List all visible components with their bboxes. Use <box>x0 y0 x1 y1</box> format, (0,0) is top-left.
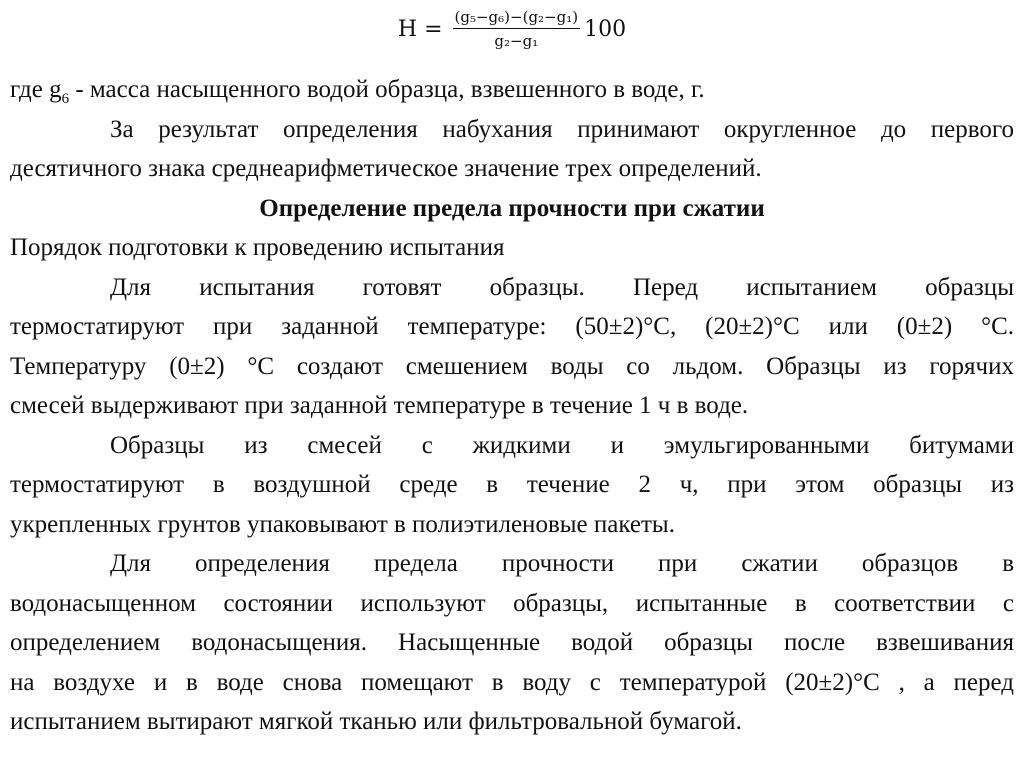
paragraph-line: укрепленных грунтов упаковывают в полиэтиленовые пакеты. <box>10 510 675 538</box>
where-subscript: 6 <box>61 91 70 107</box>
paragraph-line: Для испытания готовят образцы. Перед испытанием образцы <box>110 273 1014 301</box>
where-line <box>10 70 1014 110</box>
paragraph-line: За результат определения набухания принимают округленное до первого <box>110 115 1014 143</box>
paragraph-line: смесей выдерживают при заданной температуре в течение 1 ч в воде. <box>10 392 749 419</box>
paragraph-line: Образцы из смесей с жидкими и эмульгированными битумами <box>110 431 1014 459</box>
formula-numerator: (g₅−g₆)−(g₂−g₁) <box>453 8 581 29</box>
paragraph-line: водонасыщенном состоянии используют образцы, испытанные в соответствии с <box>10 589 1014 617</box>
formula-multiplier: 100 <box>584 16 627 42</box>
paragraph-line: на воздухе и в воде снова помещают в воду с температурой (20±2)°С , а перед <box>10 668 1014 696</box>
paragraph-line: термостатируют при заданной температуре: (50±2)°С, (20±2)°С или (0±2) °С. <box>10 313 1014 340</box>
paragraph-line: Температуру (0±2) °С создают смешением воды со льдом. Образцы из горячих <box>10 352 1014 380</box>
where-prefix: где g <box>10 76 62 103</box>
where-rest: - масса насыщенного водой образца, взвешенного в воде, г. <box>69 76 705 103</box>
paragraph-line: Для определения предела прочности при сжатии образцов в <box>110 550 1014 577</box>
formula-fraction <box>453 8 581 50</box>
subsection-heading: Порядок подготовки к проведению испытания <box>10 234 505 261</box>
document-body <box>10 70 1014 742</box>
formula-lhs: H = <box>397 16 443 42</box>
paragraph-line: определением водонасыщения. Насыщенные водой образцы после взвешивания <box>10 629 1014 656</box>
formula-denominator: g₂−g₁ <box>494 32 539 50</box>
paragraph-line: испытанием вытирают мягкой тканью или фильтровальной бумагой. <box>10 708 742 735</box>
paragraph-line: термостатируют в воздушной среде в течение 2 ч, при этом образцы из <box>10 471 1014 498</box>
swelling-formula <box>0 8 1024 50</box>
section-heading: Определение предела прочности при сжатии <box>259 194 765 222</box>
paragraph-line: десятичного знака среднеарифметическое значение трех определений. <box>10 155 762 182</box>
